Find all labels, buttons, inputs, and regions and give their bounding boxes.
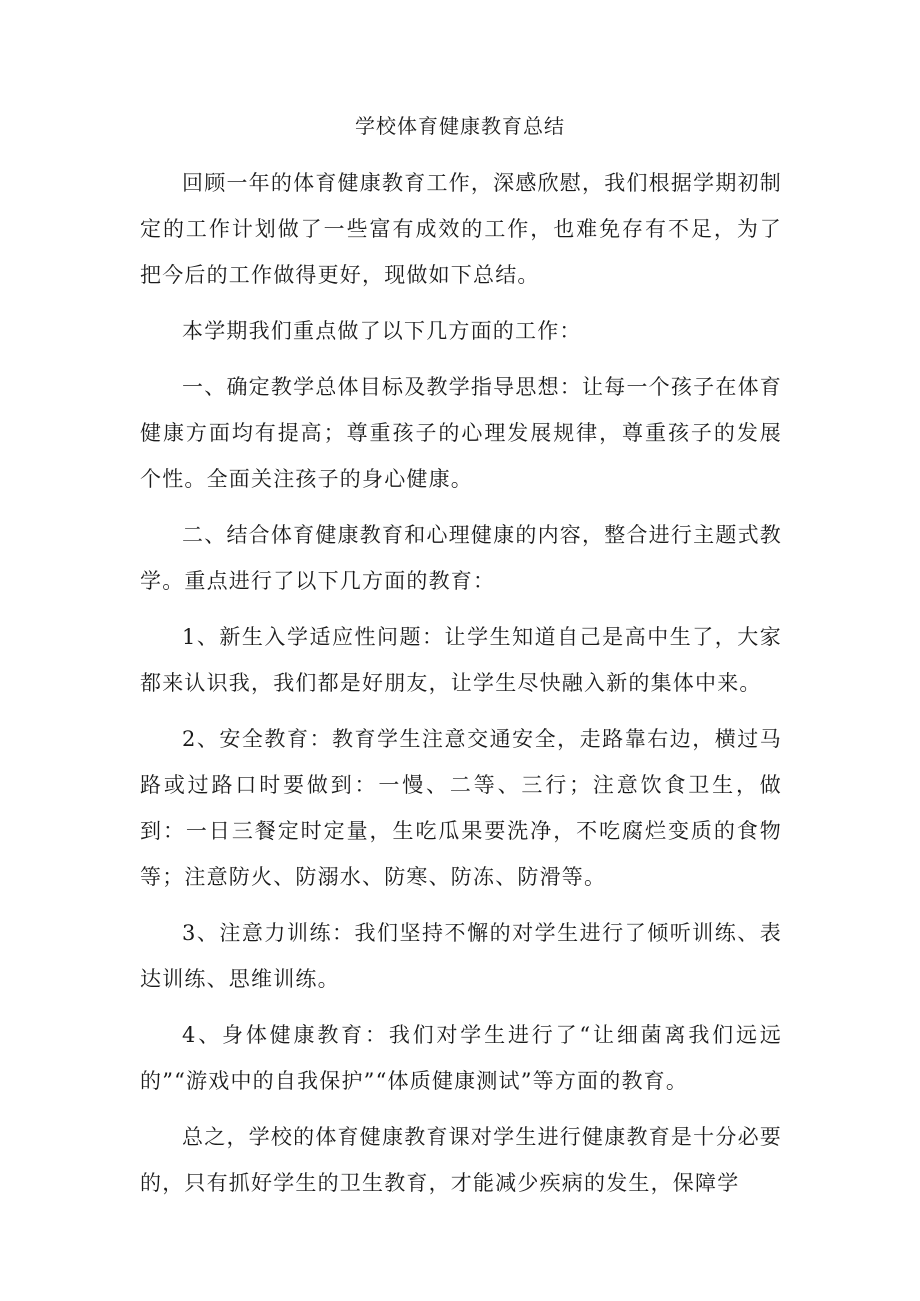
document-title: 学校体育健康教育总结 [355,114,565,138]
document-body [140,160,782,1216]
paragraph-section-two: 二、结合体育健康教育和心理健康的内容，整合进行主题式教学。重点进行了以下几方面的教育： [140,523,782,593]
paragraph-conclusion: 总之，学校的体育健康教育课对学生进行健康教育是十分必要的，只有抓好学生的卫生教育，才能减少疾病的发生，保障学 [140,1125,782,1195]
paragraph-section-one: 一、确定教学总体目标及教学指导思想：让每一个孩子在体育健康方面均有提高；尊重孩子的心理发展规律，尊重孩子的发展个性。全面关注孩子的身心健康。 [140,375,782,491]
paragraph-item-1: 1、新生入学适应性问题：让学生知道自己是高中生了，大家都来认识我，我们都是好朋友，让学生尽快融入新的集体中来。 [140,625,782,695]
paragraph-intro: 回顾一年的体育健康教育工作，深感欣慰，我们根据学期初制定的工作计划做了一些富有成效的工作，也难免存有不足，为了把今后的工作做得更好，现做如下总结。 [140,171,782,287]
paragraph-item-4: 4、身体健康教育：我们对学生进行了“让细菌离我们远远的”“游戏中的自我保护”“体质健康测试”等方面的教育。 [140,1023,782,1093]
paragraph-item-2: 2、安全教育：教育学生注意交通安全，走路靠右边，横过马路或过路口时要做到：一慢、二等、三行；注意饮食卫生，做到：一日三餐定时定量，生吃瓜果要洗净，不吃腐烂变质的食物等；注意防火、防溺水、防寒、防冻、防滑等。 [140,727,782,889]
paragraph-work-overview: 本学期我们重点做了以下几方面的工作： [182,319,582,343]
paragraph-item-3: 3、注意力训练：我们坚持不懈的对学生进行了倾听训练、表达训练、思维训练。 [140,921,782,991]
